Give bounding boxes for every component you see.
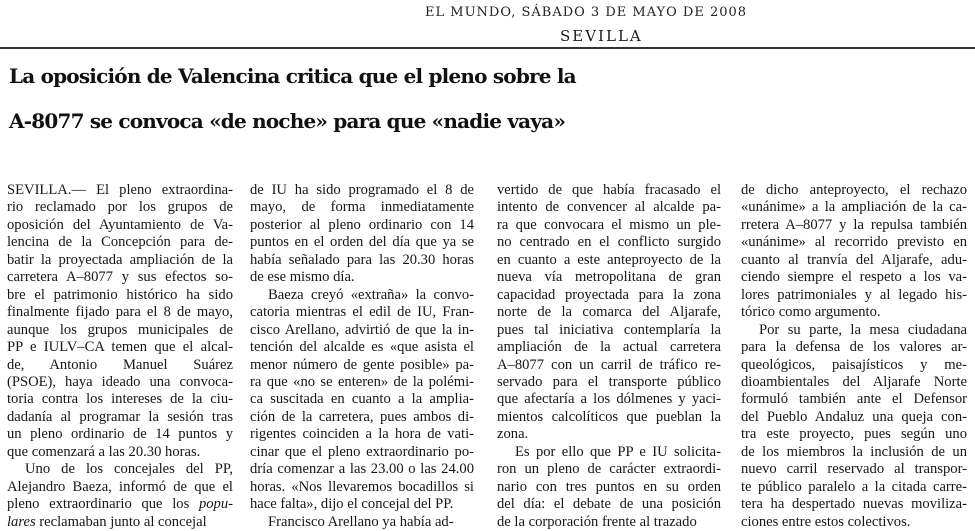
text-line: ampliación de la actual carretera	[497, 339, 721, 356]
text-line: bre el patrimonio histórico ha sido	[7, 286, 233, 303]
text-line: ra que «no se enteren» de la polémi-	[250, 373, 474, 390]
text-line: pues tal iniciativa contemplaría la	[497, 321, 721, 338]
text-line: de los miembros la inclusión de un	[741, 443, 967, 460]
text-line: de IU ha sido programado el 8 de	[250, 182, 474, 198]
text-line: aunque los grupos municipales de	[7, 321, 233, 338]
text-line: ción de la carretera, pues ambos di-	[250, 408, 474, 425]
text-line: para la defensa de los valores ar-	[741, 339, 967, 356]
text-line: en cuanto a este anteproyecto de la	[497, 251, 721, 268]
text-line: servado para el transporte público	[497, 373, 721, 390]
text-line: cinar que el pleno extraordinario po-	[250, 443, 474, 460]
article-body	[0, 182, 975, 530]
headline-line-1: La oposición de Valencina critica que el pleno sobre la	[9, 64, 576, 88]
text-line: tórico como argumento.	[741, 304, 881, 321]
headline-line-2: A-8077 se convoca «de noche» para que «nadie vaya»	[9, 109, 566, 133]
text-line: puntos en el orden del día que ya se	[250, 234, 474, 251]
text-line: Francisco Arellano ya había ad-	[268, 513, 454, 530]
text-line: oposición del Ayuntamiento de Va-	[7, 216, 233, 233]
text-line: dioambientales del Aljarafe Norte	[741, 373, 967, 390]
text-line: Baeza creyó «extraña» la convo-	[268, 286, 474, 303]
text-line: zona.	[497, 426, 529, 443]
text-line: nueva vía metropolitana de gran	[497, 269, 721, 286]
text-line: lencina de la Concepción para de-	[7, 234, 233, 251]
text-line: batir la proyectada ampliación de la	[7, 251, 233, 268]
text-line: ron un pleno de carácter extraordi-	[497, 461, 721, 478]
text-line: del Pueblo Andaluz una queja con-	[741, 408, 967, 425]
article-column-1	[7, 182, 233, 531]
text-line: (PSOE), haya ideado una convoca-	[7, 373, 233, 390]
text-line: que afectaría a los dólmenes y yaci-	[497, 391, 721, 408]
text-line: menor número de gente posible» pa-	[250, 356, 474, 373]
text-line: te público paralelo a la citada carre-	[741, 478, 967, 495]
text-line: lores patrimoniales y al legado his-	[741, 286, 967, 303]
text-line: ra que convocara el mismo un ple-	[497, 216, 721, 233]
text-line: dadanía al programar la sesión tras	[7, 408, 233, 425]
article-column-2	[250, 182, 474, 531]
text-line: rio reclamado por los grupos de	[7, 199, 233, 216]
text-line: PP e IULV–CA temen que el alcal-	[7, 339, 233, 356]
text-line: vertido de que había fracasado el	[497, 182, 721, 198]
text-line: nario con tres puntos en su orden	[497, 478, 721, 495]
masthead	[0, 0, 975, 49]
text-line: Es por ello que PP e IU solicita-	[515, 443, 721, 460]
text-line: Uno de los concejales del PP,	[25, 461, 233, 478]
headline	[9, 54, 971, 144]
text-line: tención del alcalde es «que asista el	[250, 339, 474, 356]
text-line: horas. «Nos llevaremos bocadillos si	[250, 478, 474, 495]
text-line: pleno extraordinario que los popu-	[7, 496, 233, 513]
text-line: tra este proyecto, pues según uno	[741, 426, 967, 443]
article-column-3	[497, 182, 721, 531]
text-line: dría comenzar a las 23.00 o las 24.00	[250, 461, 474, 478]
text-line: de dicho anteproyecto, el rechazo	[741, 182, 967, 198]
text-line: A–8077 con un carril de tráfico re-	[497, 356, 721, 373]
text-line: queológicos, paisajísticos y me-	[741, 356, 967, 373]
text-line: no centrado en el conflicto surgido	[497, 234, 721, 251]
text-line: finalmente fijado para el 8 de mayo,	[7, 304, 233, 321]
text-line: «unánime» a la ampliación de la ca-	[741, 199, 967, 216]
text-line: norte de la comarca del Aljarafe,	[497, 304, 721, 321]
text-line: catoria mientras el edil de IU, Fran-	[250, 304, 474, 321]
text-line: capacidad proyectada para la zona	[497, 286, 721, 303]
text-line: nuevo carril reservado al transpor-	[741, 461, 967, 478]
text-line: Por su parte, la mesa ciudadana	[759, 321, 967, 338]
text-line: mientos calcolíticos que pueblan la	[497, 408, 721, 425]
text-line: rretera A–8077 y la repulsa también	[741, 216, 967, 233]
text-line: mayo, de forma inmediatamente	[250, 199, 474, 216]
text-line: ciones entre estos colectivos.	[741, 513, 911, 530]
text-line: posterior al pleno ordinario con 14	[250, 216, 474, 233]
text-line: del día: el debate de una posición	[497, 496, 721, 513]
text-line: ciendo siempre el respeto a los va-	[741, 269, 967, 286]
text-line: de, Antonio Manuel Suárez	[7, 356, 233, 373]
text-line: carretera A–8077 y sus efectos so-	[7, 269, 233, 286]
text-line: «unánime» al recorrido previsto en	[741, 234, 967, 251]
text-line: cisco Arellano, advirtió de que la in-	[250, 321, 474, 338]
masthead-rule	[0, 47, 975, 49]
text-line: ca suscitada en cuanto a la amplia-	[250, 391, 474, 408]
text-line: toria contra los intereses de la ciu-	[7, 391, 233, 408]
text-line: hace falta», dijo el concejal del PP.	[250, 496, 454, 513]
text-line: tera ha despertado nuevas moviliza-	[741, 496, 967, 513]
text-line: de ese mismo día.	[250, 269, 355, 286]
dateline: EL MUNDO, SÁBADO 3 DE MAYO DE 2008	[425, 5, 748, 20]
text-line: había señalado para las 20.30 horas	[250, 251, 474, 268]
text-line: un pleno ordinario de 14 puntos y	[7, 426, 233, 443]
text-line: rigentes coinciden a la hora de vati-	[250, 426, 474, 443]
text-line: de la corporación frente al trazado	[497, 513, 697, 530]
section-label: SEVILLA	[560, 27, 643, 45]
text-line: Alejandro Baeza, informó de que el	[7, 478, 233, 495]
text-line: cuanto al tranvía del Aljarafe, adu-	[741, 251, 967, 268]
text-line: formuló también ante el Defensor	[741, 391, 967, 408]
article-column-4	[741, 182, 967, 531]
text-line: lares reclamaban junto al concejal	[7, 513, 207, 530]
text-line: SEVILLA.— El pleno extraordina-	[7, 182, 233, 198]
text-line: intento de convencer al alcalde pa-	[497, 199, 721, 216]
text-line: que comenzará a las 20.30 horas.	[7, 443, 201, 460]
